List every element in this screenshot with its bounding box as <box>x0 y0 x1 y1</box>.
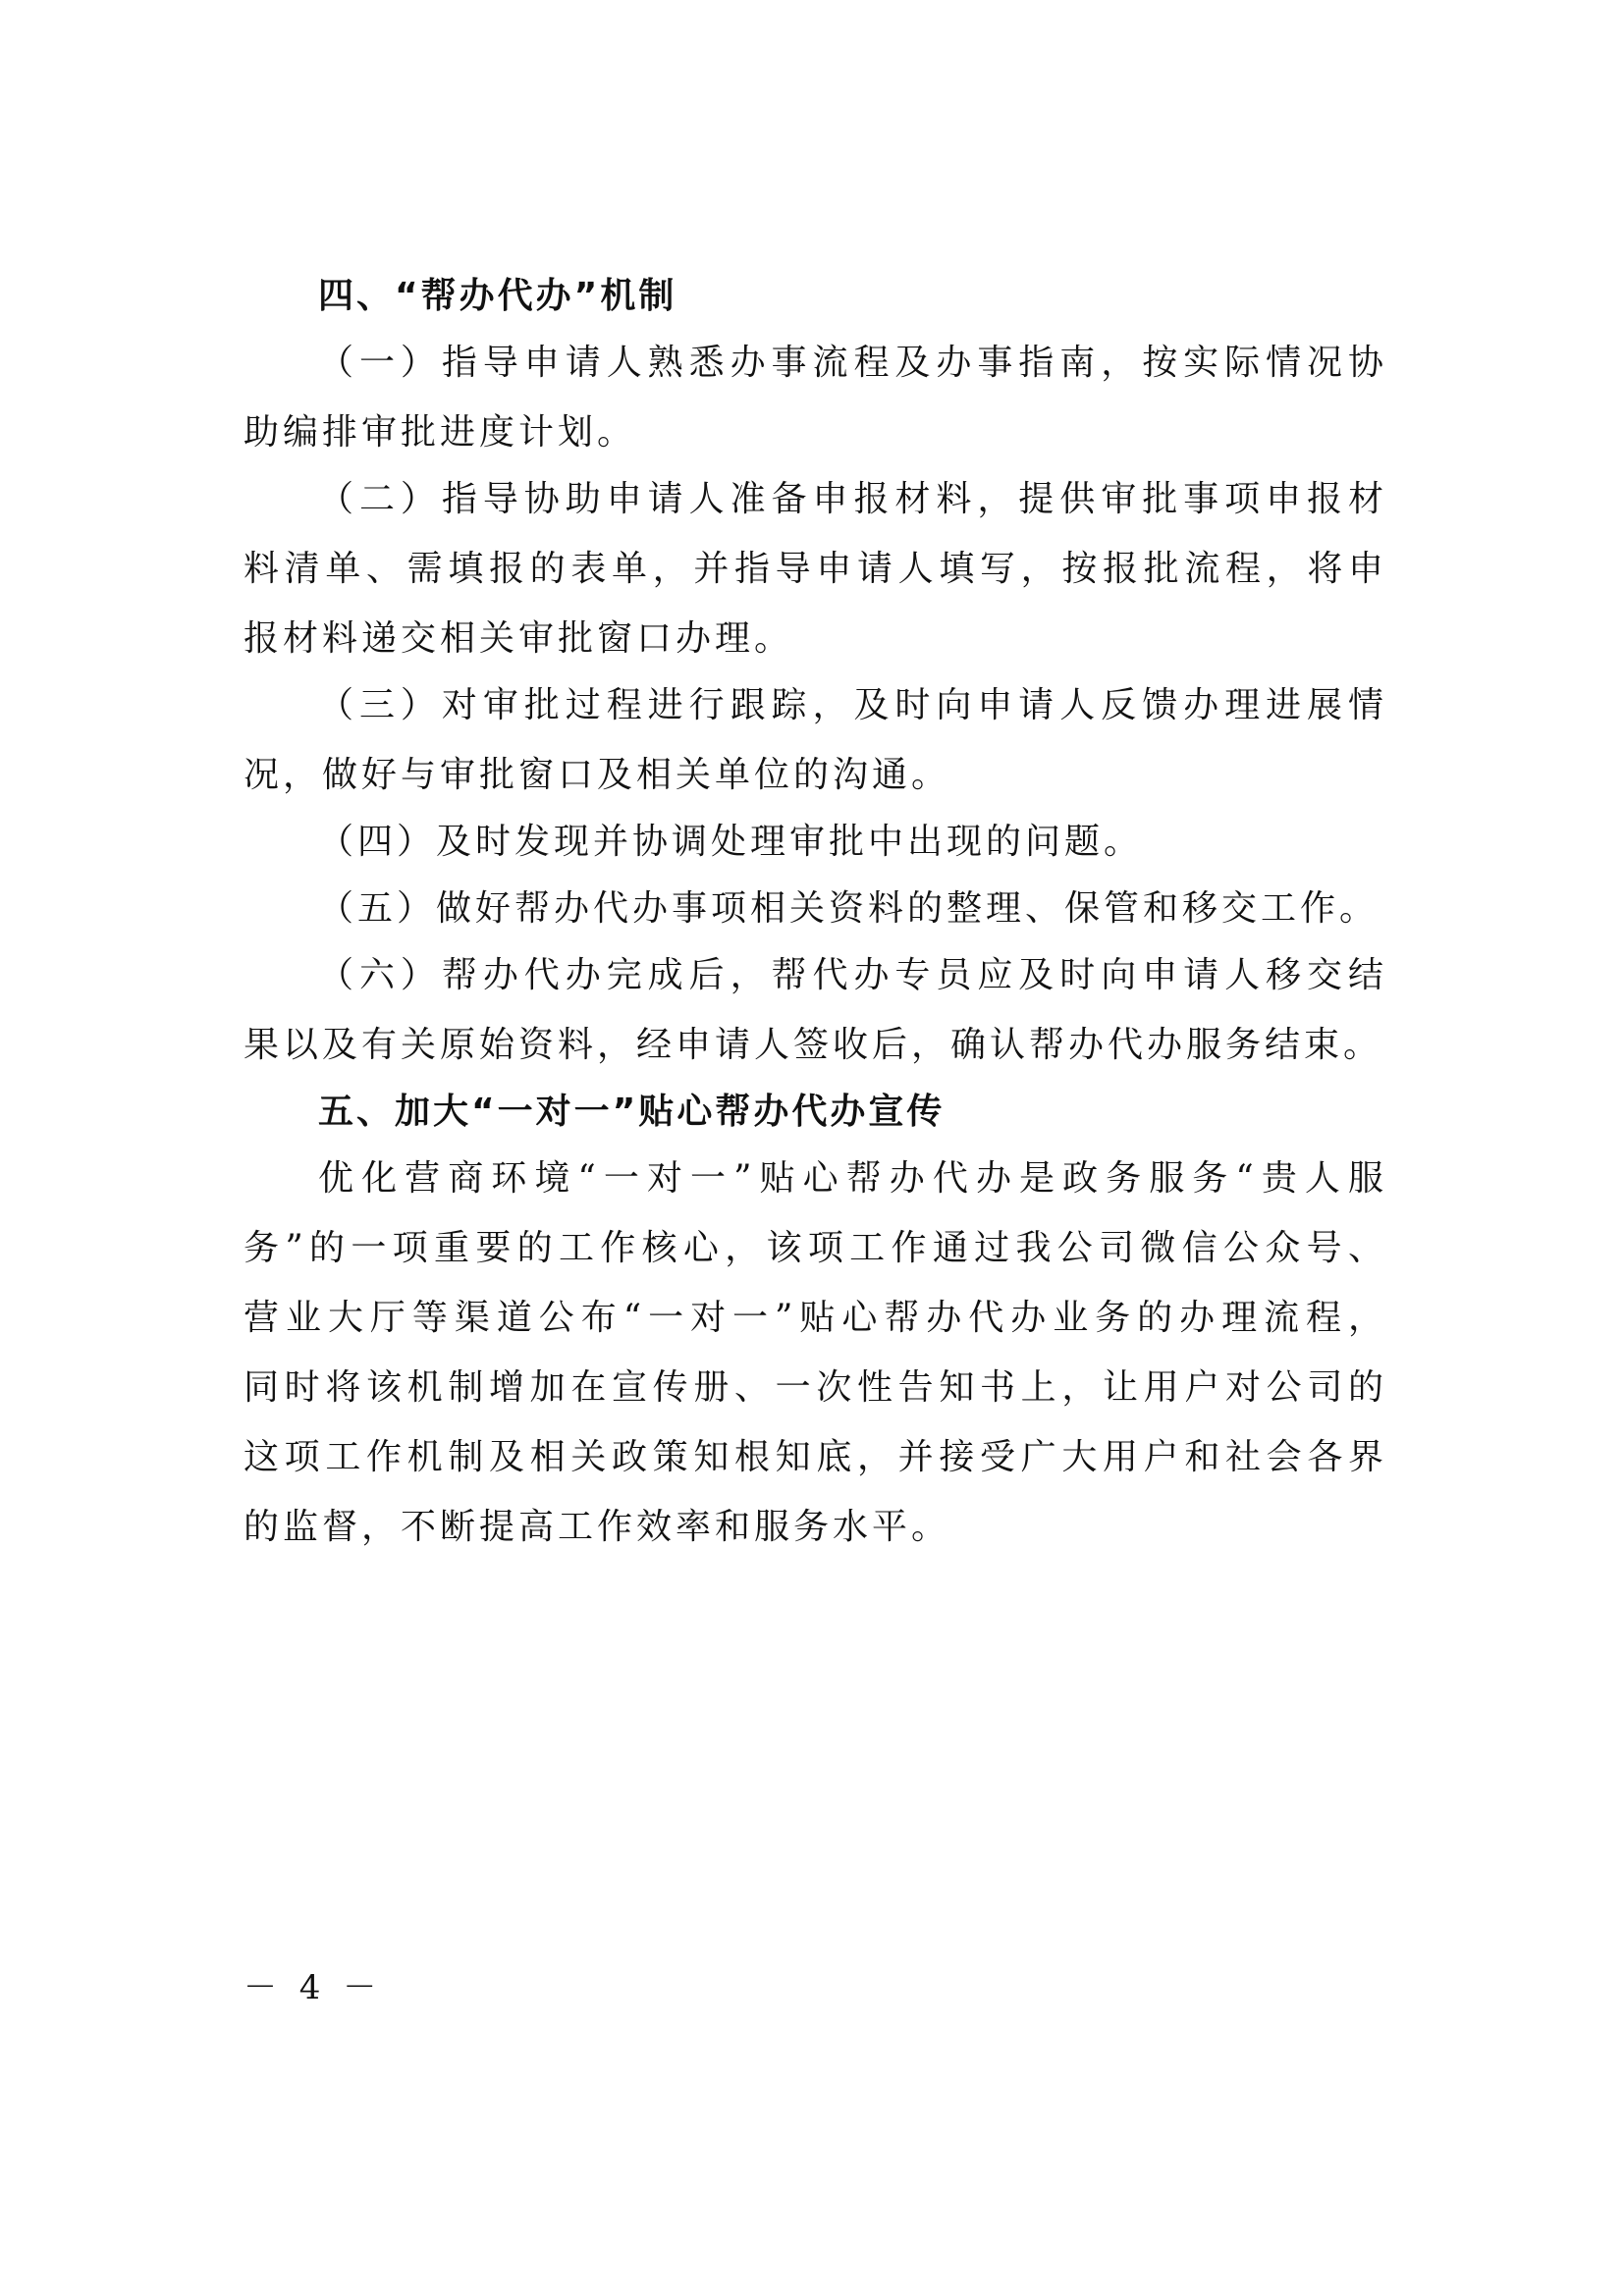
section-4-item-4-line-1: （四）及时发现并协调处理审批中出现的问题。 <box>318 822 1144 862</box>
section-5-line-2: 务”的一项重要的工作核心，该项工作通过我公司微信公众号、 <box>243 1228 1387 1268</box>
section-4-item-6-line-2: 果以及有关原始资料，经申请人签收后，确认帮办代办服务结束。 <box>243 1025 1383 1065</box>
section-4-item-5-line-1: （五）做好帮办代办事项相关资料的整理、保管和移交工作。 <box>318 888 1380 929</box>
document-body <box>243 273 1387 1551</box>
section-4-item-2-line-3: 报材料递交相关审批窗口办理。 <box>243 618 794 659</box>
section-4-item-3-line-1: （三）对审批过程进行跟踪，及时向申请人反馈办理进展情 <box>318 685 1387 725</box>
section-5-line-6: 的监督，不断提高工作效率和服务水平。 <box>243 1507 951 1547</box>
section-4-heading: 四、“帮办代办”机制 <box>318 276 677 316</box>
section-4-item-1-line-2: 助编排审批进度计划。 <box>243 412 637 453</box>
section-5-heading: 五、加大“一对一”贴心帮办代办宣传 <box>318 1092 946 1132</box>
section-5-line-4: 同时将该机制增加在宣传册、一次性告知书上，让用户对公司的 <box>243 1367 1387 1408</box>
section-4-item-2-line-1: （二）指导协助申请人准备申报材料，提供审批事项申报材 <box>318 479 1387 519</box>
section-4-item-3-line-2: 况，做好与审批窗口及相关单位的沟通。 <box>243 755 951 795</box>
section-5-line-3: 营业大厅等渠道公布“一对一”贴心帮办代办业务的办理流程， <box>243 1298 1387 1338</box>
section-4-item-1-line-1: （一）指导申请人熟悉办事流程及办事指南，按实际情况协 <box>318 343 1387 383</box>
page-number: － 4 － <box>243 1968 383 2007</box>
section-4-item-6-line-1: （六）帮办代办完成后，帮代办专员应及时向申请人移交结 <box>318 955 1387 995</box>
section-5-line-1: 优化营商环境“一对一”贴心帮办代办是政务服务“贵人服 <box>318 1158 1387 1199</box>
section-5-line-5: 这项工作机制及相关政策知根知底，并接受广大用户和社会各界 <box>243 1437 1387 1477</box>
section-4-item-2-line-2: 料清单、需填报的表单，并指导申请人填写，按报批流程，将申 <box>243 549 1387 589</box>
